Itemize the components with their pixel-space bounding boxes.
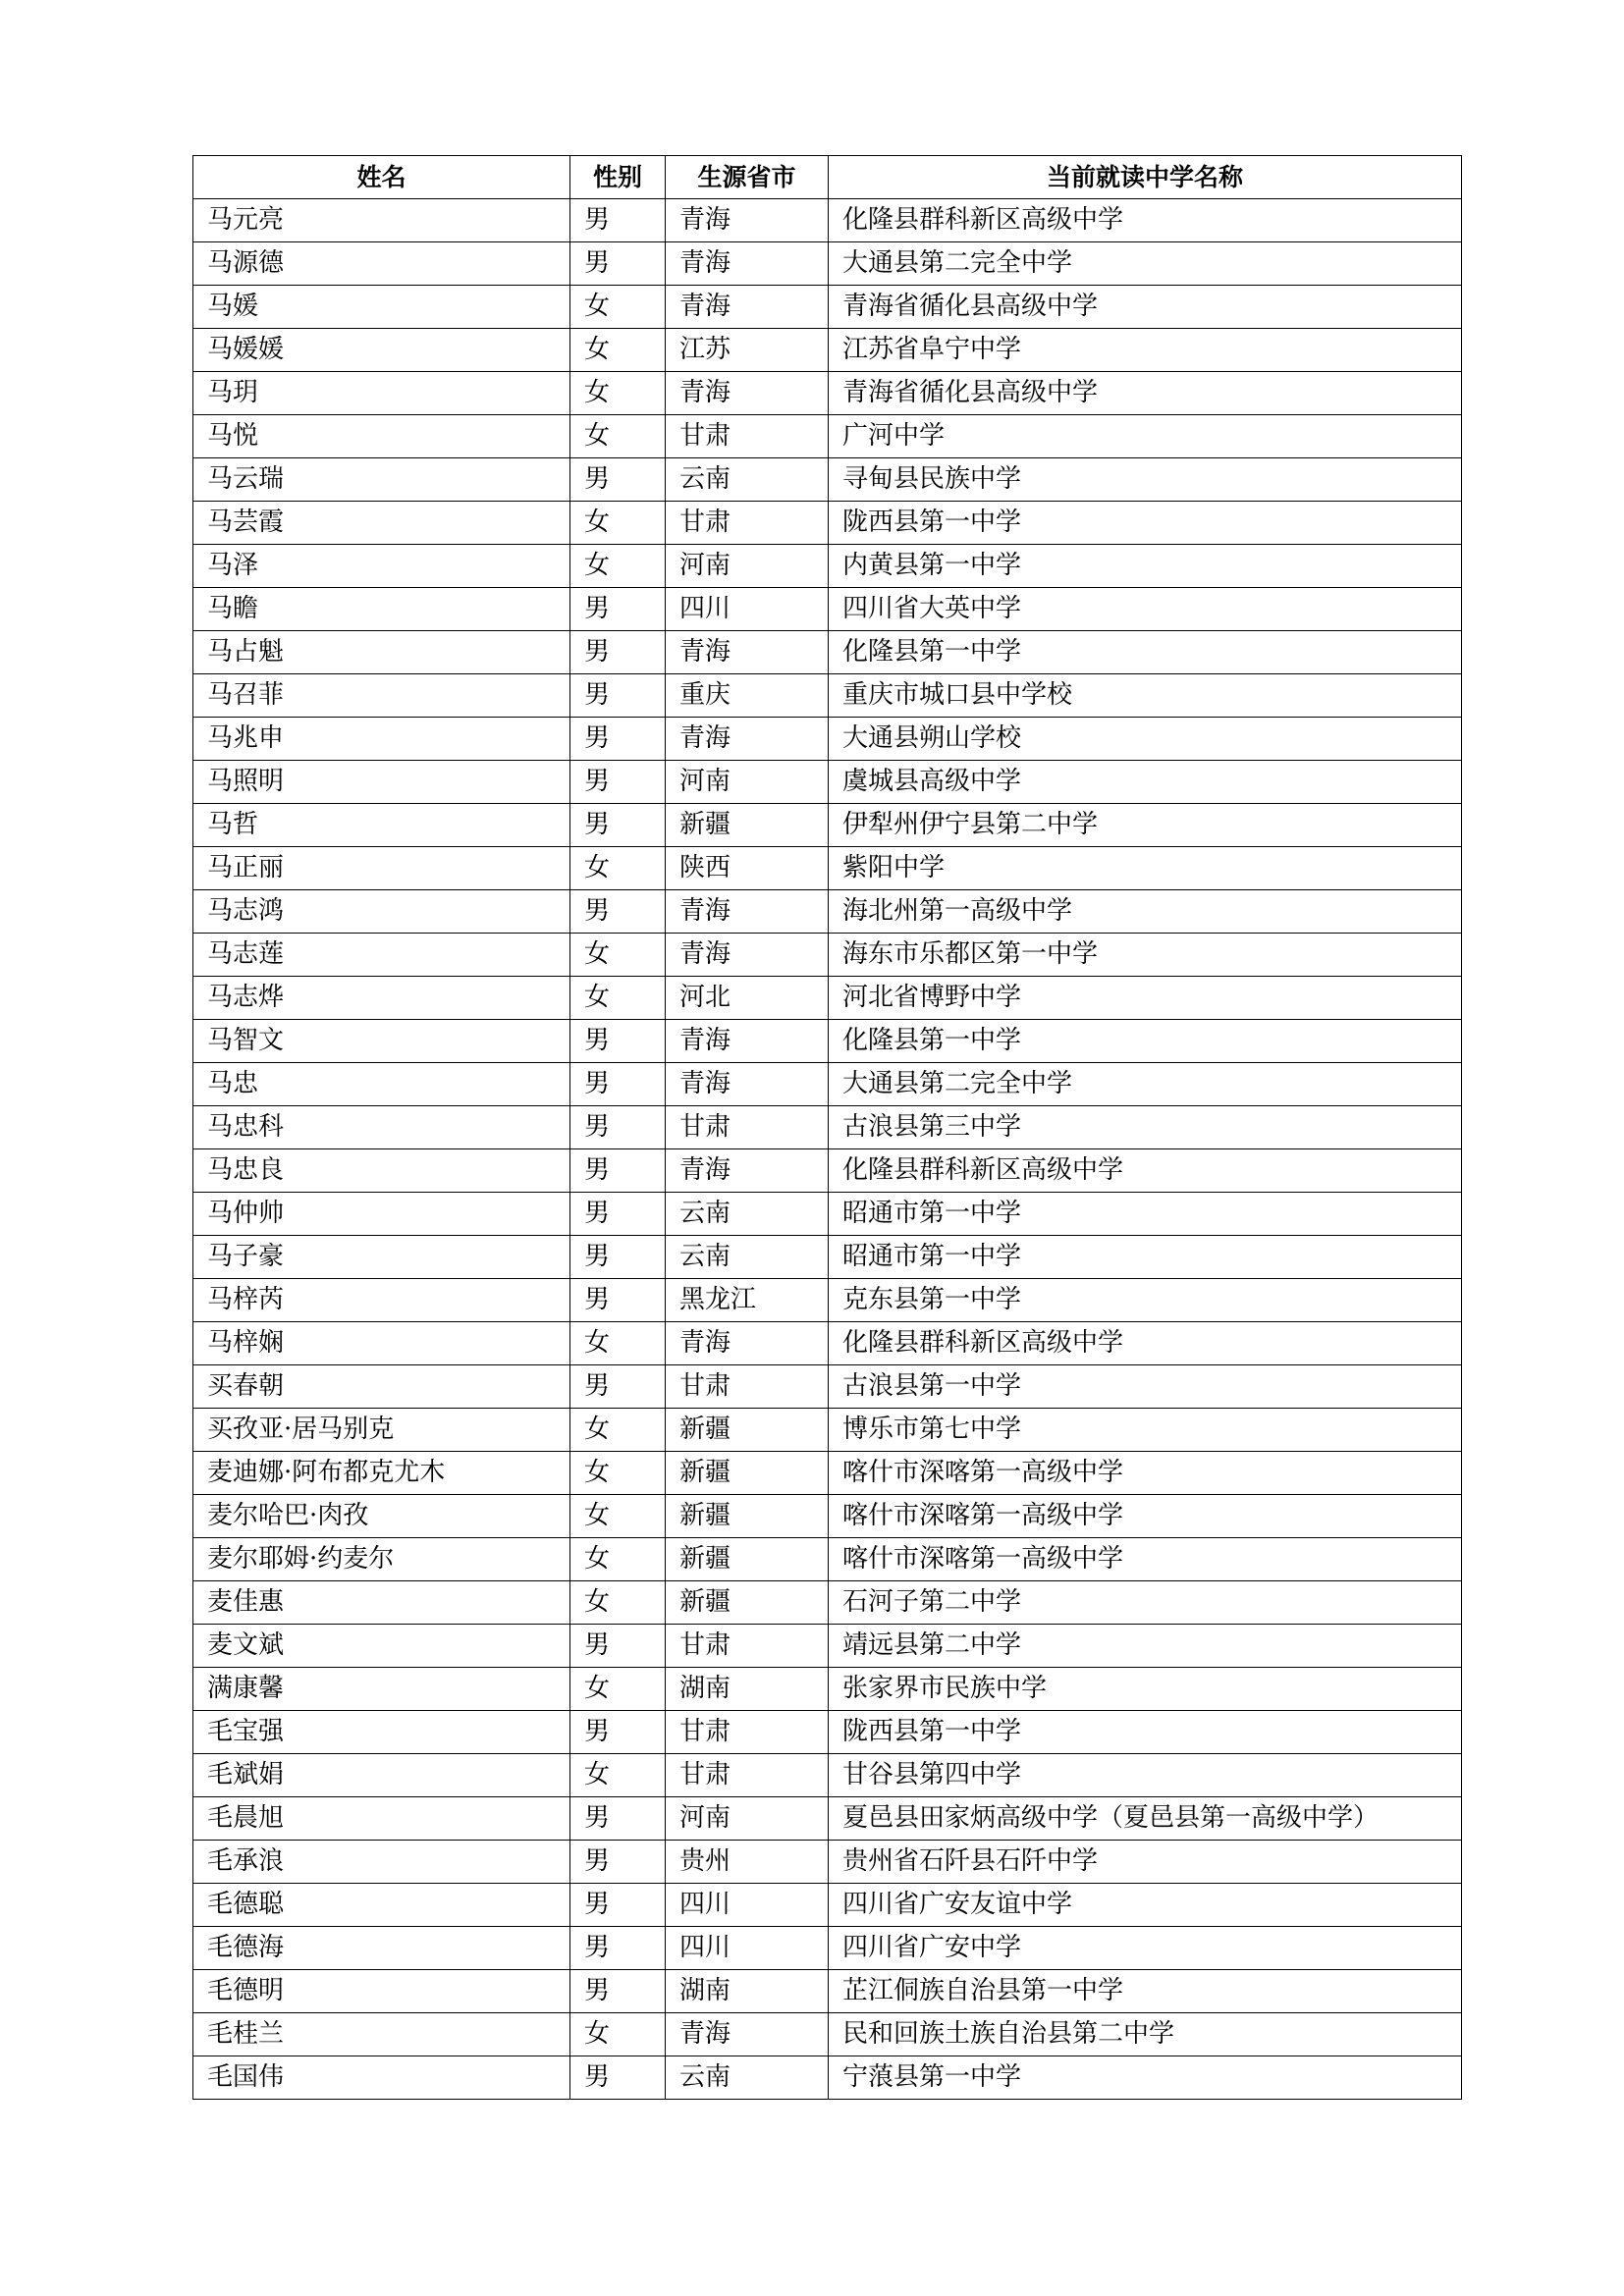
cell-school: 贵州省石阡县石阡中学: [829, 1841, 1462, 1884]
cell-gender: 女: [570, 286, 666, 329]
cell-school: 大通县第二完全中学: [829, 1063, 1462, 1106]
cell-name: 马照明: [193, 761, 570, 804]
cell-province: 青海: [666, 2013, 829, 2056]
table-row: [193, 1625, 1462, 1668]
cell-name: 麦尔耶姆·约麦尔: [193, 1538, 570, 1581]
cell-school: 石河子第二中学: [829, 1581, 1462, 1625]
cell-gender: 女: [570, 1754, 666, 1797]
cell-gender: 男: [570, 2056, 666, 2100]
table-row: [193, 372, 1462, 415]
table-row: [193, 458, 1462, 502]
cell-province: 四川: [666, 1884, 829, 1927]
cell-school: 喀什市深喀第一高级中学: [829, 1452, 1462, 1495]
cell-school: 紫阳中学: [829, 847, 1462, 890]
cell-gender: 女: [570, 1495, 666, 1538]
cell-name: 马云瑞: [193, 458, 570, 502]
cell-school: 化隆县群科新区高级中学: [829, 1322, 1462, 1365]
table-row: [193, 718, 1462, 761]
cell-school: 甘谷县第四中学: [829, 1754, 1462, 1797]
cell-name: 马哲: [193, 804, 570, 847]
cell-gender: 男: [570, 804, 666, 847]
cell-school: 夏邑县田家炳高级中学（夏邑县第一高级中学）: [829, 1797, 1462, 1841]
cell-gender: 女: [570, 934, 666, 977]
cell-gender: 男: [570, 631, 666, 674]
table-row: [193, 199, 1462, 242]
cell-school: 昭通市第一中学: [829, 1236, 1462, 1279]
cell-name: 马梓娴: [193, 1322, 570, 1365]
header-gender: 性别: [570, 156, 666, 199]
table-row: [193, 847, 1462, 890]
cell-name: 麦尔哈巴·肉孜: [193, 1495, 570, 1538]
table-header-row: [193, 156, 1462, 199]
cell-school: 芷江侗族自治县第一中学: [829, 1970, 1462, 2013]
cell-school: 四川省广安友谊中学: [829, 1884, 1462, 1927]
cell-province: 青海: [666, 631, 829, 674]
table-row: [193, 1149, 1462, 1193]
cell-name: 马源德: [193, 242, 570, 286]
cell-name: 马正丽: [193, 847, 570, 890]
table-row: [193, 761, 1462, 804]
cell-school: 虞城县高级中学: [829, 761, 1462, 804]
table-row: [193, 1365, 1462, 1409]
cell-province: 河南: [666, 545, 829, 588]
cell-name: 毛斌娟: [193, 1754, 570, 1797]
cell-name: 马悦: [193, 415, 570, 458]
cell-gender: 男: [570, 1365, 666, 1409]
cell-province: 青海: [666, 372, 829, 415]
cell-province: 重庆: [666, 674, 829, 718]
cell-gender: 男: [570, 1625, 666, 1668]
cell-province: 新疆: [666, 804, 829, 847]
cell-school: 陇西县第一中学: [829, 1711, 1462, 1754]
cell-name: 马占魁: [193, 631, 570, 674]
table-row: [193, 286, 1462, 329]
cell-name: 毛德明: [193, 1970, 570, 2013]
cell-province: 甘肃: [666, 415, 829, 458]
cell-school: 重庆市城口县中学校: [829, 674, 1462, 718]
table-row: [193, 1279, 1462, 1322]
cell-province: 青海: [666, 718, 829, 761]
cell-gender: 女: [570, 1452, 666, 1495]
cell-gender: 男: [570, 1020, 666, 1063]
table-row: [193, 242, 1462, 286]
cell-school: 化隆县群科新区高级中学: [829, 199, 1462, 242]
cell-province: 新疆: [666, 1495, 829, 1538]
cell-name: 买孜亚·居马别克: [193, 1409, 570, 1452]
cell-school: 青海省循化县高级中学: [829, 286, 1462, 329]
cell-gender: 男: [570, 1279, 666, 1322]
cell-gender: 女: [570, 847, 666, 890]
cell-gender: 男: [570, 1970, 666, 2013]
cell-name: 毛德海: [193, 1927, 570, 1970]
table-row: [193, 588, 1462, 631]
table-row: [193, 1495, 1462, 1538]
cell-gender: 女: [570, 329, 666, 372]
cell-name: 毛德聪: [193, 1884, 570, 1927]
cell-school: 大通县朔山学校: [829, 718, 1462, 761]
cell-province: 贵州: [666, 1841, 829, 1884]
table-row: [193, 890, 1462, 934]
table-row: [193, 1236, 1462, 1279]
cell-gender: 女: [570, 1409, 666, 1452]
cell-gender: 女: [570, 1538, 666, 1581]
cell-province: 青海: [666, 934, 829, 977]
cell-gender: 男: [570, 588, 666, 631]
cell-school: 海东市乐都区第一中学: [829, 934, 1462, 977]
cell-name: 马忠良: [193, 1149, 570, 1193]
cell-province: 新疆: [666, 1452, 829, 1495]
cell-gender: 男: [570, 1236, 666, 1279]
cell-school: 广河中学: [829, 415, 1462, 458]
table-row: [193, 1841, 1462, 1884]
cell-name: 毛桂兰: [193, 2013, 570, 2056]
table-row: [193, 1711, 1462, 1754]
cell-school: 宁蒗县第一中学: [829, 2056, 1462, 2100]
table-row: [193, 1193, 1462, 1236]
cell-name: 马智文: [193, 1020, 570, 1063]
cell-province: 云南: [666, 1236, 829, 1279]
cell-gender: 男: [570, 458, 666, 502]
cell-name: 马志鸿: [193, 890, 570, 934]
table-row: [193, 977, 1462, 1020]
cell-name: 马媛媛: [193, 329, 570, 372]
cell-province: 新疆: [666, 1581, 829, 1625]
cell-gender: 男: [570, 199, 666, 242]
table-row: [193, 1322, 1462, 1365]
cell-province: 新疆: [666, 1538, 829, 1581]
cell-gender: 男: [570, 1711, 666, 1754]
cell-gender: 女: [570, 372, 666, 415]
table-row: [193, 1884, 1462, 1927]
table-row: [193, 1452, 1462, 1495]
cell-name: 马召菲: [193, 674, 570, 718]
cell-school: 靖远县第二中学: [829, 1625, 1462, 1668]
cell-name: 马仲帅: [193, 1193, 570, 1236]
cell-school: 博乐市第七中学: [829, 1409, 1462, 1452]
student-table: [192, 155, 1462, 2100]
cell-province: 四川: [666, 1927, 829, 1970]
cell-name: 马忠科: [193, 1106, 570, 1149]
cell-name: 毛宝强: [193, 1711, 570, 1754]
cell-name: 马玥: [193, 372, 570, 415]
cell-school: 大通县第二完全中学: [829, 242, 1462, 286]
header-province: 生源省市: [666, 156, 829, 199]
cell-province: 青海: [666, 890, 829, 934]
cell-school: 民和回族土族自治县第二中学: [829, 2013, 1462, 2056]
cell-province: 新疆: [666, 1409, 829, 1452]
cell-school: 陇西县第一中学: [829, 502, 1462, 545]
cell-school: 化隆县群科新区高级中学: [829, 1149, 1462, 1193]
table-row: [193, 502, 1462, 545]
cell-name: 马忠: [193, 1063, 570, 1106]
table-row: [193, 1754, 1462, 1797]
cell-province: 云南: [666, 1193, 829, 1236]
cell-name: 麦迪娜·阿布都克尤木: [193, 1452, 570, 1495]
cell-province: 甘肃: [666, 1365, 829, 1409]
table-row: [193, 1797, 1462, 1841]
cell-school: 青海省循化县高级中学: [829, 372, 1462, 415]
cell-school: 伊犁州伊宁县第二中学: [829, 804, 1462, 847]
cell-province: 湖南: [666, 1970, 829, 2013]
cell-gender: 男: [570, 1927, 666, 1970]
table-row: [193, 1927, 1462, 1970]
cell-name: 马志烨: [193, 977, 570, 1020]
cell-name: 毛晨旭: [193, 1797, 570, 1841]
cell-province: 青海: [666, 286, 829, 329]
cell-gender: 女: [570, 1581, 666, 1625]
cell-gender: 男: [570, 1193, 666, 1236]
cell-school: 喀什市深喀第一高级中学: [829, 1538, 1462, 1581]
cell-gender: 男: [570, 1797, 666, 1841]
cell-gender: 男: [570, 1884, 666, 1927]
cell-school: 古浪县第一中学: [829, 1365, 1462, 1409]
cell-gender: 男: [570, 674, 666, 718]
cell-school: 寻甸县民族中学: [829, 458, 1462, 502]
cell-province: 陕西: [666, 847, 829, 890]
cell-name: 毛国伟: [193, 2056, 570, 2100]
cell-school: 化隆县第一中学: [829, 631, 1462, 674]
cell-province: 云南: [666, 458, 829, 502]
cell-province: 江苏: [666, 329, 829, 372]
cell-name: 马媛: [193, 286, 570, 329]
cell-province: 河南: [666, 761, 829, 804]
cell-province: 河北: [666, 977, 829, 1020]
cell-name: 马芸霞: [193, 502, 570, 545]
table-row: [193, 1409, 1462, 1452]
cell-name: 毛承浪: [193, 1841, 570, 1884]
table-row: [193, 1106, 1462, 1149]
cell-province: 甘肃: [666, 1711, 829, 1754]
cell-province: 青海: [666, 1322, 829, 1365]
cell-province: 青海: [666, 199, 829, 242]
cell-province: 河南: [666, 1797, 829, 1841]
cell-gender: 女: [570, 545, 666, 588]
cell-gender: 女: [570, 502, 666, 545]
cell-name: 麦佳惠: [193, 1581, 570, 1625]
cell-province: 四川: [666, 588, 829, 631]
cell-gender: 男: [570, 242, 666, 286]
cell-school: 四川省大英中学: [829, 588, 1462, 631]
cell-province: 青海: [666, 242, 829, 286]
table-row: [193, 1581, 1462, 1625]
cell-province: 云南: [666, 2056, 829, 2100]
cell-school: 张家界市民族中学: [829, 1668, 1462, 1711]
cell-name: 马泽: [193, 545, 570, 588]
cell-province: 甘肃: [666, 1625, 829, 1668]
cell-province: 甘肃: [666, 1106, 829, 1149]
cell-province: 湖南: [666, 1668, 829, 1711]
table-row: [193, 415, 1462, 458]
table-row: [193, 804, 1462, 847]
cell-school: 喀什市深喀第一高级中学: [829, 1495, 1462, 1538]
table-row: [193, 2056, 1462, 2100]
cell-province: 青海: [666, 1063, 829, 1106]
cell-gender: 女: [570, 2013, 666, 2056]
table-row: [193, 329, 1462, 372]
cell-gender: 女: [570, 415, 666, 458]
table-row: [193, 1063, 1462, 1106]
cell-gender: 女: [570, 1668, 666, 1711]
table-row: [193, 1970, 1462, 2013]
cell-name: 买春朝: [193, 1365, 570, 1409]
cell-name: 马志莲: [193, 934, 570, 977]
table-row: [193, 934, 1462, 977]
table-row: [193, 631, 1462, 674]
cell-province: 甘肃: [666, 1754, 829, 1797]
cell-school: 四川省广安中学: [829, 1927, 1462, 1970]
cell-province: 青海: [666, 1020, 829, 1063]
table-row: [193, 1020, 1462, 1063]
cell-gender: 男: [570, 1841, 666, 1884]
table-row: [193, 2013, 1462, 2056]
cell-school: 克东县第一中学: [829, 1279, 1462, 1322]
cell-name: 马梓芮: [193, 1279, 570, 1322]
header-name: 姓名: [193, 156, 570, 199]
cell-name: 马瞻: [193, 588, 570, 631]
cell-gender: 男: [570, 1106, 666, 1149]
cell-gender: 女: [570, 1322, 666, 1365]
cell-gender: 男: [570, 1149, 666, 1193]
cell-name: 马兆申: [193, 718, 570, 761]
cell-school: 昭通市第一中学: [829, 1193, 1462, 1236]
cell-name: 马元亮: [193, 199, 570, 242]
cell-name: 麦文斌: [193, 1625, 570, 1668]
table-row: [193, 545, 1462, 588]
cell-gender: 男: [570, 761, 666, 804]
cell-school: 古浪县第三中学: [829, 1106, 1462, 1149]
table-row: [193, 1668, 1462, 1711]
cell-gender: 男: [570, 890, 666, 934]
cell-province: 甘肃: [666, 502, 829, 545]
cell-province: 青海: [666, 1149, 829, 1193]
cell-province: 黑龙江: [666, 1279, 829, 1322]
cell-name: 满康馨: [193, 1668, 570, 1711]
table-row: [193, 1538, 1462, 1581]
header-school: 当前就读中学名称: [829, 156, 1462, 199]
cell-school: 河北省博野中学: [829, 977, 1462, 1020]
cell-gender: 男: [570, 1063, 666, 1106]
cell-gender: 男: [570, 718, 666, 761]
cell-school: 内黄县第一中学: [829, 545, 1462, 588]
cell-school: 海北州第一高级中学: [829, 890, 1462, 934]
table-row: [193, 674, 1462, 718]
table-body: [193, 199, 1462, 2100]
cell-name: 马子豪: [193, 1236, 570, 1279]
cell-school: 化隆县第一中学: [829, 1020, 1462, 1063]
cell-school: 江苏省阜宁中学: [829, 329, 1462, 372]
cell-gender: 女: [570, 977, 666, 1020]
